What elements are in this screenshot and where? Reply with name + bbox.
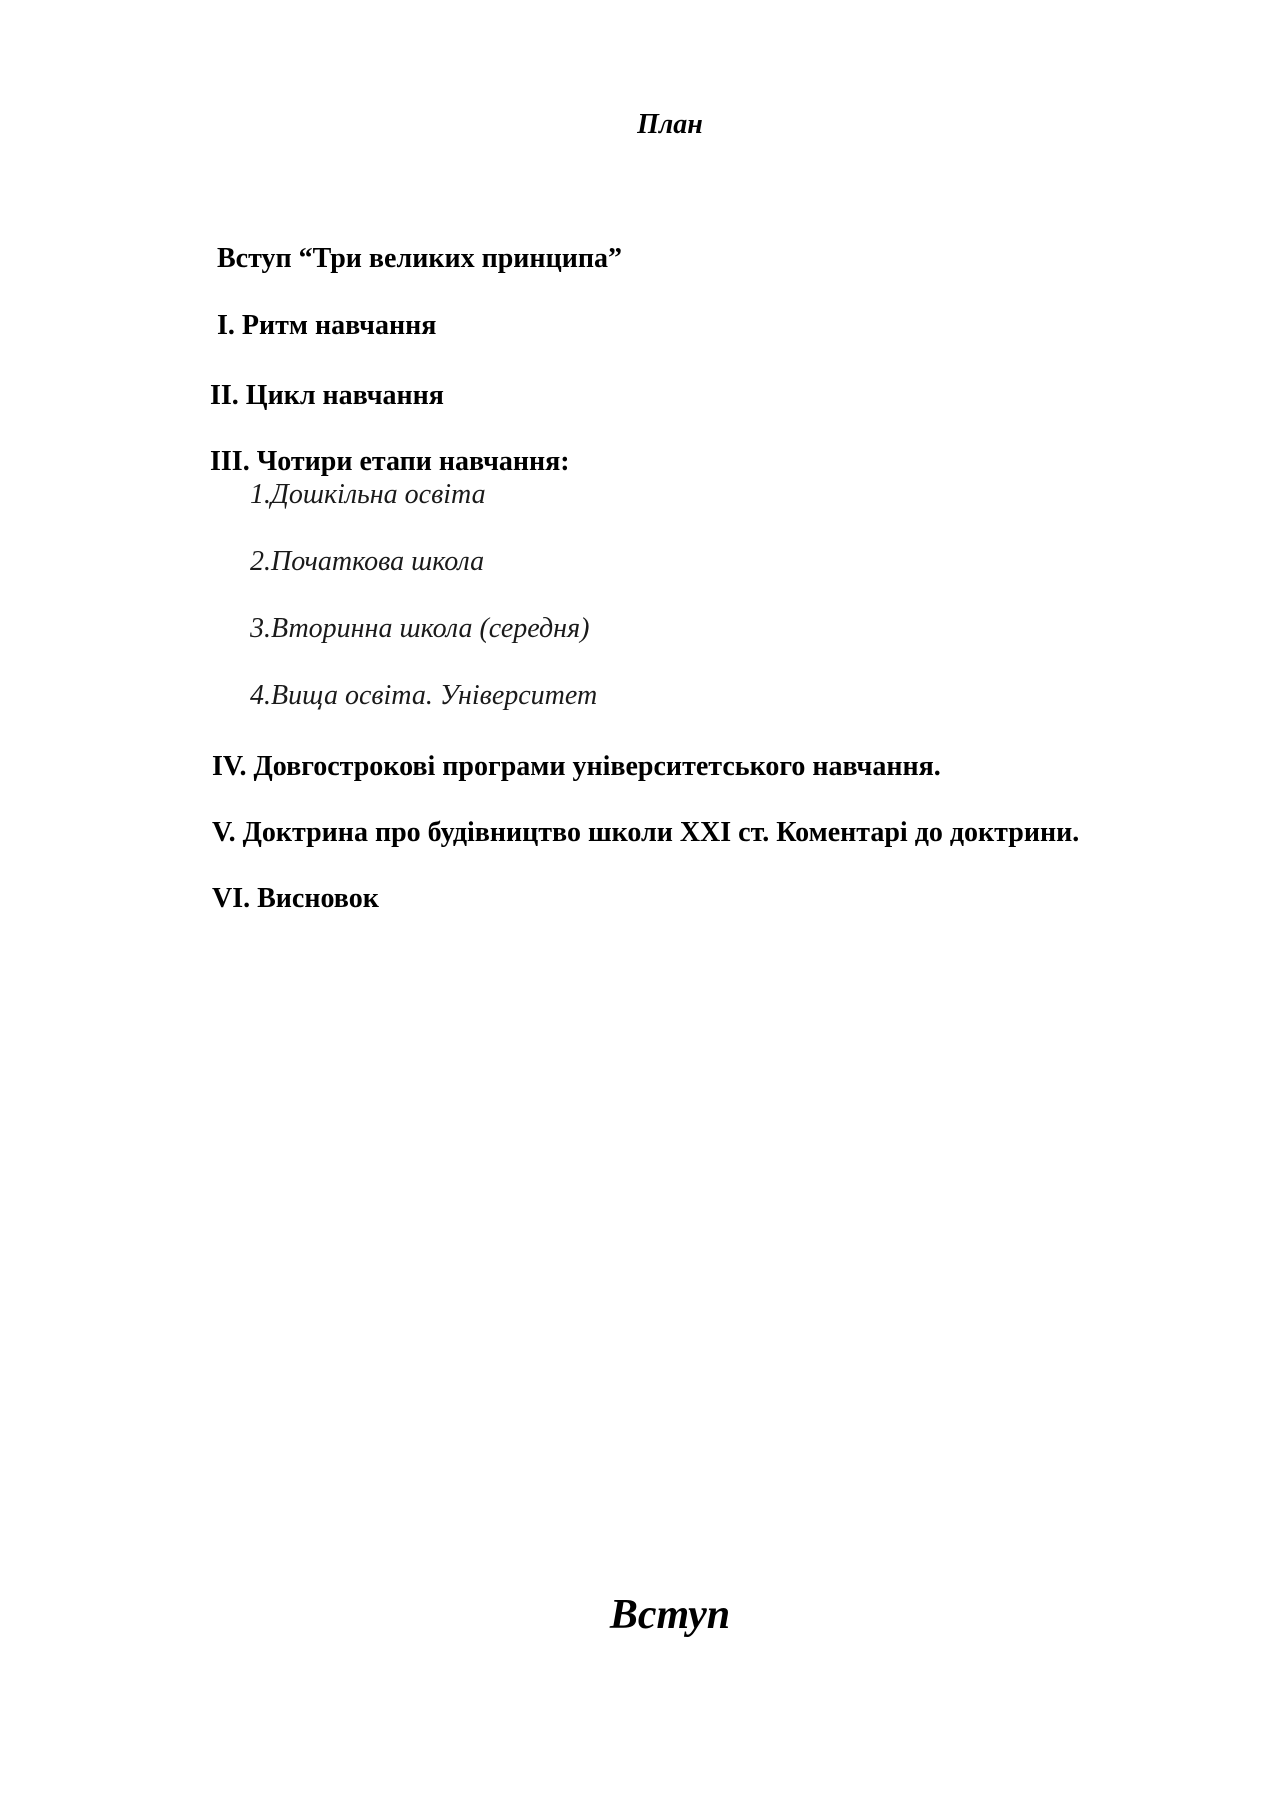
toc-subitem-4: 4.Вища освіта. Університет	[250, 680, 598, 711]
toc-item-2: II. Цикл навчання	[210, 380, 444, 411]
toc-subitem-2: 2.Початкова школа	[250, 546, 485, 577]
toc-subitem-3: 3.Вторинна школа (середня)	[250, 613, 590, 644]
toc-item-3: III. Чотири етапи навчання:	[210, 446, 570, 477]
toc-subitem-1: 1.Дошкільна освіта	[250, 479, 486, 510]
toc-item-1: I. Ритм навчання	[217, 310, 437, 341]
section-heading: Вступ	[609, 1592, 731, 1638]
toc-item-intro: Вступ “Три великих принципа”	[217, 243, 622, 274]
plan-title: План	[637, 109, 703, 140]
toc-item-6: VI. Висновок	[212, 883, 379, 914]
toc-item-5: V. Доктрина про будівництво школи XXI ст. Коментарі до доктрини.	[212, 817, 1080, 848]
toc-item-4: IV. Довгострокові програми університетського навчання.	[212, 751, 941, 782]
